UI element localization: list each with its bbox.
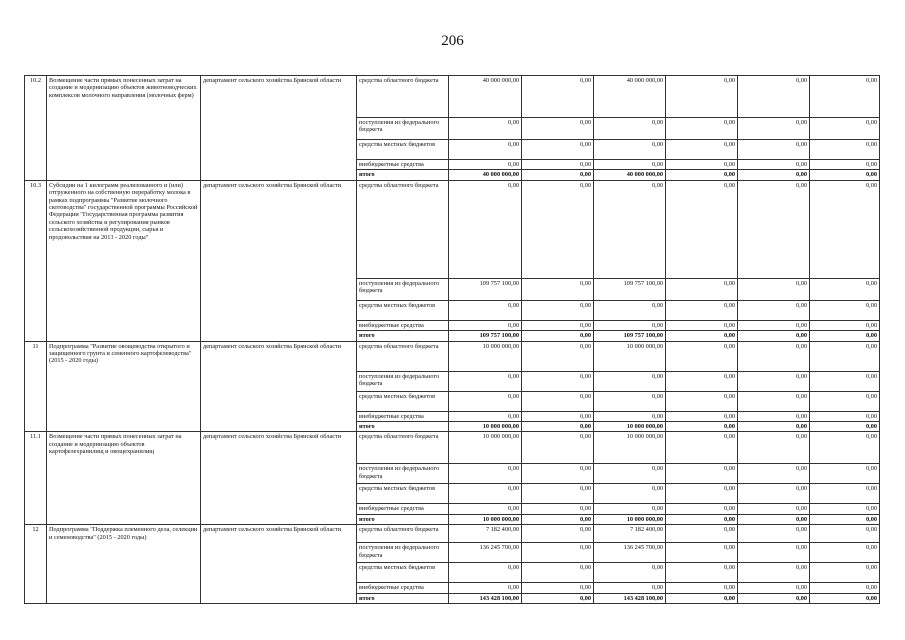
amount-cell: 0,00 — [666, 180, 738, 278]
amount-cell: 0,00 — [666, 341, 738, 371]
amount-cell: 40 000 000,00 — [594, 76, 666, 118]
amount-cell: 0,00 — [666, 391, 738, 411]
funding-source: поступления из федерального бюджета — [357, 118, 449, 140]
amount-cell: 0,00 — [738, 543, 810, 563]
funding-source: внебюджетные средства — [357, 160, 449, 170]
budget-table — [24, 75, 880, 604]
amount-cell: 0,00 — [810, 504, 880, 514]
item-number: 11.1 — [25, 432, 47, 525]
amount-cell: 0,00 — [522, 484, 594, 504]
amount-cell: 0,00 — [810, 300, 880, 320]
amount-cell: 0,00 — [810, 371, 880, 391]
table-row — [25, 432, 880, 464]
amount-cell: 109 757 100,00 — [594, 331, 666, 341]
amount-cell: 0,00 — [666, 543, 738, 563]
amount-cell: 0,00 — [738, 331, 810, 341]
amount-cell: 0,00 — [594, 464, 666, 484]
amount-cell: 0,00 — [738, 140, 810, 160]
amount-cell: 0,00 — [666, 118, 738, 140]
amount-cell: 0,00 — [522, 563, 594, 583]
amount-cell: 0,00 — [810, 140, 880, 160]
amount-cell: 0,00 — [810, 391, 880, 411]
amount-cell: 0,00 — [594, 411, 666, 421]
amount-cell: 0,00 — [666, 140, 738, 160]
amount-cell: 0,00 — [666, 432, 738, 464]
amount-cell: 0,00 — [522, 278, 594, 300]
amount-cell: 0,00 — [738, 320, 810, 330]
amount-cell: 40 000 000,00 — [594, 170, 666, 180]
amount-cell: 0,00 — [666, 371, 738, 391]
amount-cell: 0,00 — [738, 391, 810, 411]
funding-source: средства местных бюджетов — [357, 391, 449, 411]
amount-cell: 0,00 — [738, 484, 810, 504]
amount-cell: 10 000 000,00 — [594, 514, 666, 524]
amount-cell: 109 757 100,00 — [594, 278, 666, 300]
item-executor: департамент сельского хозяйства Брянской области — [201, 341, 357, 432]
amount-cell: 0,00 — [522, 432, 594, 464]
table-row — [25, 341, 880, 371]
amount-cell: 0,00 — [810, 422, 880, 432]
amount-cell: 10 000 000,00 — [594, 432, 666, 464]
amount-cell: 0,00 — [522, 320, 594, 330]
amount-cell: 0,00 — [449, 371, 522, 391]
funding-source: внебюджетные средства — [357, 504, 449, 514]
item-number: 12 — [25, 525, 47, 604]
amount-cell: 0,00 — [810, 118, 880, 140]
amount-cell: 0,00 — [449, 563, 522, 583]
amount-cell: 0,00 — [810, 543, 880, 563]
amount-cell: 0,00 — [810, 583, 880, 593]
amount-cell: 0,00 — [594, 118, 666, 140]
amount-cell: 0,00 — [449, 118, 522, 140]
item-name: Возмещение части прямых понесенных затрат на создание и модернизацию объектов картофелехранилищ и овощехранилищ — [47, 432, 201, 525]
amount-cell: 0,00 — [810, 320, 880, 330]
funding-source: средства местных бюджетов — [357, 140, 449, 160]
table-body — [25, 76, 880, 604]
amount-cell: 0,00 — [738, 278, 810, 300]
amount-cell: 7 182 400,00 — [594, 525, 666, 543]
amount-cell: 0,00 — [666, 278, 738, 300]
amount-cell: 0,00 — [594, 583, 666, 593]
funding-source: средства местных бюджетов — [357, 300, 449, 320]
item-name: Подпрограмма "Поддержка племенного дела, селекции и семеноводства" (2015 - 2020 годы) — [47, 525, 201, 604]
amount-cell: 0,00 — [738, 593, 810, 603]
amount-cell: 0,00 — [594, 391, 666, 411]
funding-source: итого — [357, 170, 449, 180]
funding-source: средства областного бюджета — [357, 525, 449, 543]
amount-cell: 0,00 — [449, 180, 522, 278]
item-executor: департамент сельского хозяйства Брянской области — [201, 432, 357, 525]
amount-cell: 0,00 — [738, 504, 810, 514]
amount-cell: 0,00 — [594, 484, 666, 504]
funding-source: средства областного бюджета — [357, 180, 449, 278]
amount-cell: 10 000 000,00 — [449, 422, 522, 432]
amount-cell: 0,00 — [810, 464, 880, 484]
amount-cell: 0,00 — [666, 484, 738, 504]
amount-cell: 0,00 — [449, 484, 522, 504]
amount-cell: 40 000 000,00 — [449, 170, 522, 180]
item-number: 11 — [25, 341, 47, 432]
amount-cell: 0,00 — [738, 118, 810, 140]
amount-cell: 0,00 — [449, 464, 522, 484]
amount-cell: 10 000 000,00 — [449, 432, 522, 464]
funding-source: поступления из федерального бюджета — [357, 464, 449, 484]
amount-cell: 0,00 — [594, 371, 666, 391]
amount-cell: 0,00 — [449, 583, 522, 593]
amount-cell: 143 428 100,00 — [594, 593, 666, 603]
table-row — [25, 76, 880, 118]
amount-cell: 0,00 — [522, 371, 594, 391]
item-name: Возмещение части прямых понесенных затрат на создание и модернизацию объектов животноводческих комплексов молочного направления (молочных ферм) — [47, 76, 201, 181]
amount-cell: 0,00 — [594, 300, 666, 320]
amount-cell: 0,00 — [666, 170, 738, 180]
amount-cell: 0,00 — [738, 180, 810, 278]
funding-source: внебюджетные средства — [357, 411, 449, 421]
amount-cell: 0,00 — [666, 422, 738, 432]
amount-cell: 0,00 — [522, 331, 594, 341]
amount-cell: 136 245 700,00 — [449, 543, 522, 563]
funding-source: средства областного бюджета — [357, 76, 449, 118]
amount-cell: 0,00 — [449, 411, 522, 421]
amount-cell: 0,00 — [594, 180, 666, 278]
amount-cell: 0,00 — [810, 411, 880, 421]
amount-cell: 0,00 — [522, 514, 594, 524]
amount-cell: 0,00 — [738, 563, 810, 583]
amount-cell: 0,00 — [522, 300, 594, 320]
amount-cell: 0,00 — [810, 180, 880, 278]
amount-cell: 0,00 — [810, 160, 880, 170]
amount-cell: 0,00 — [738, 525, 810, 543]
amount-cell: 0,00 — [738, 160, 810, 170]
amount-cell: 0,00 — [522, 160, 594, 170]
amount-cell: 10 000 000,00 — [449, 341, 522, 371]
amount-cell: 0,00 — [666, 563, 738, 583]
amount-cell: 0,00 — [522, 464, 594, 484]
funding-source: итого — [357, 514, 449, 524]
amount-cell: 0,00 — [666, 76, 738, 118]
amount-cell: 10 000 000,00 — [449, 514, 522, 524]
amount-cell: 0,00 — [738, 514, 810, 524]
amount-cell: 10 000 000,00 — [594, 341, 666, 371]
funding-source: итого — [357, 593, 449, 603]
amount-cell: 0,00 — [522, 583, 594, 593]
amount-cell: 0,00 — [666, 514, 738, 524]
funding-source: средства областного бюджета — [357, 341, 449, 371]
amount-cell: 0,00 — [449, 140, 522, 160]
amount-cell: 0,00 — [738, 411, 810, 421]
amount-cell: 10 000 000,00 — [594, 422, 666, 432]
funding-source: поступления из федерального бюджета — [357, 371, 449, 391]
funding-source: средства местных бюджетов — [357, 563, 449, 583]
item-name: Субсидии на 1 килограмм реализованного и (или) отгруженного на собственную переработку молока в рамках подпрограммы "Развитие молочного скотоводства" государственной программы Российской Федерации "Государственная программа развития сельского хозяйства и регулирования рынков сельскохозяйственной продукции, сырья и продовольствия на 2013 - 2020 годы" — [47, 180, 201, 341]
amount-cell: 0,00 — [522, 525, 594, 543]
funding-source: средства областного бюджета — [357, 432, 449, 464]
amount-cell: 0,00 — [666, 320, 738, 330]
amount-cell: 7 182 400,00 — [449, 525, 522, 543]
amount-cell: 0,00 — [810, 563, 880, 583]
item-executor: департамент сельского хозяйства Брянской области — [201, 180, 357, 341]
amount-cell: 0,00 — [666, 464, 738, 484]
amount-cell: 0,00 — [738, 341, 810, 371]
funding-source: средства местных бюджетов — [357, 484, 449, 504]
amount-cell: 0,00 — [666, 583, 738, 593]
amount-cell: 0,00 — [738, 76, 810, 118]
amount-cell: 0,00 — [810, 525, 880, 543]
amount-cell: 0,00 — [810, 432, 880, 464]
amount-cell: 0,00 — [522, 543, 594, 563]
amount-cell: 0,00 — [594, 563, 666, 583]
amount-cell: 0,00 — [522, 504, 594, 514]
amount-cell: 0,00 — [522, 422, 594, 432]
amount-cell: 0,00 — [810, 170, 880, 180]
amount-cell: 109 757 100,00 — [449, 331, 522, 341]
amount-cell: 0,00 — [738, 583, 810, 593]
amount-cell: 40 000 000,00 — [449, 76, 522, 118]
amount-cell: 0,00 — [666, 411, 738, 421]
amount-cell: 0,00 — [738, 464, 810, 484]
amount-cell: 143 428 100,00 — [449, 593, 522, 603]
amount-cell: 0,00 — [522, 593, 594, 603]
item-number: 10.3 — [25, 180, 47, 341]
amount-cell: 0,00 — [810, 514, 880, 524]
amount-cell: 0,00 — [810, 484, 880, 504]
funding-source: внебюджетные средства — [357, 583, 449, 593]
page-number: 206 — [441, 33, 464, 49]
amount-cell: 0,00 — [522, 76, 594, 118]
amount-cell: 0,00 — [449, 160, 522, 170]
amount-cell: 0,00 — [666, 160, 738, 170]
amount-cell: 0,00 — [449, 320, 522, 330]
amount-cell: 0,00 — [666, 525, 738, 543]
amount-cell: 109 757 100,00 — [449, 278, 522, 300]
amount-cell: 0,00 — [738, 371, 810, 391]
amount-cell: 0,00 — [666, 331, 738, 341]
amount-cell: 0,00 — [738, 170, 810, 180]
item-number: 10.2 — [25, 76, 47, 181]
item-name: Подпрограмма "Развитие овощеводства открытого и защищенного грунта и семенного картофелеводства" (2015 - 2020 годы) — [47, 341, 201, 432]
amount-cell: 0,00 — [594, 320, 666, 330]
amount-cell: 0,00 — [810, 593, 880, 603]
amount-cell: 0,00 — [666, 593, 738, 603]
amount-cell: 0,00 — [522, 391, 594, 411]
funding-source: поступления из федерального бюджета — [357, 278, 449, 300]
table-row — [25, 525, 880, 543]
item-executor: департамент сельского хозяйства Брянской области — [201, 525, 357, 604]
amount-cell: 0,00 — [449, 300, 522, 320]
amount-cell: 0,00 — [738, 300, 810, 320]
amount-cell: 0,00 — [522, 341, 594, 371]
amount-cell: 0,00 — [522, 411, 594, 421]
amount-cell: 0,00 — [810, 341, 880, 371]
amount-cell: 0,00 — [522, 140, 594, 160]
funding-source: поступления из федерального бюджета — [357, 543, 449, 563]
funding-source: внебюджетные средства — [357, 320, 449, 330]
amount-cell: 0,00 — [738, 432, 810, 464]
amount-cell: 0,00 — [522, 170, 594, 180]
table-row — [25, 180, 880, 278]
amount-cell: 0,00 — [594, 140, 666, 160]
amount-cell: 0,00 — [522, 118, 594, 140]
amount-cell: 0,00 — [810, 331, 880, 341]
funding-source: итого — [357, 331, 449, 341]
amount-cell: 0,00 — [666, 504, 738, 514]
amount-cell: 0,00 — [522, 180, 594, 278]
item-executor: департамент сельского хозяйства Брянской области — [201, 76, 357, 181]
amount-cell: 0,00 — [738, 422, 810, 432]
amount-cell: 0,00 — [594, 504, 666, 514]
amount-cell: 0,00 — [666, 300, 738, 320]
amount-cell: 0,00 — [449, 391, 522, 411]
amount-cell: 0,00 — [810, 76, 880, 118]
amount-cell: 136 245 700,00 — [594, 543, 666, 563]
amount-cell: 0,00 — [810, 278, 880, 300]
funding-source: итого — [357, 422, 449, 432]
amount-cell: 0,00 — [594, 160, 666, 170]
amount-cell: 0,00 — [449, 504, 522, 514]
